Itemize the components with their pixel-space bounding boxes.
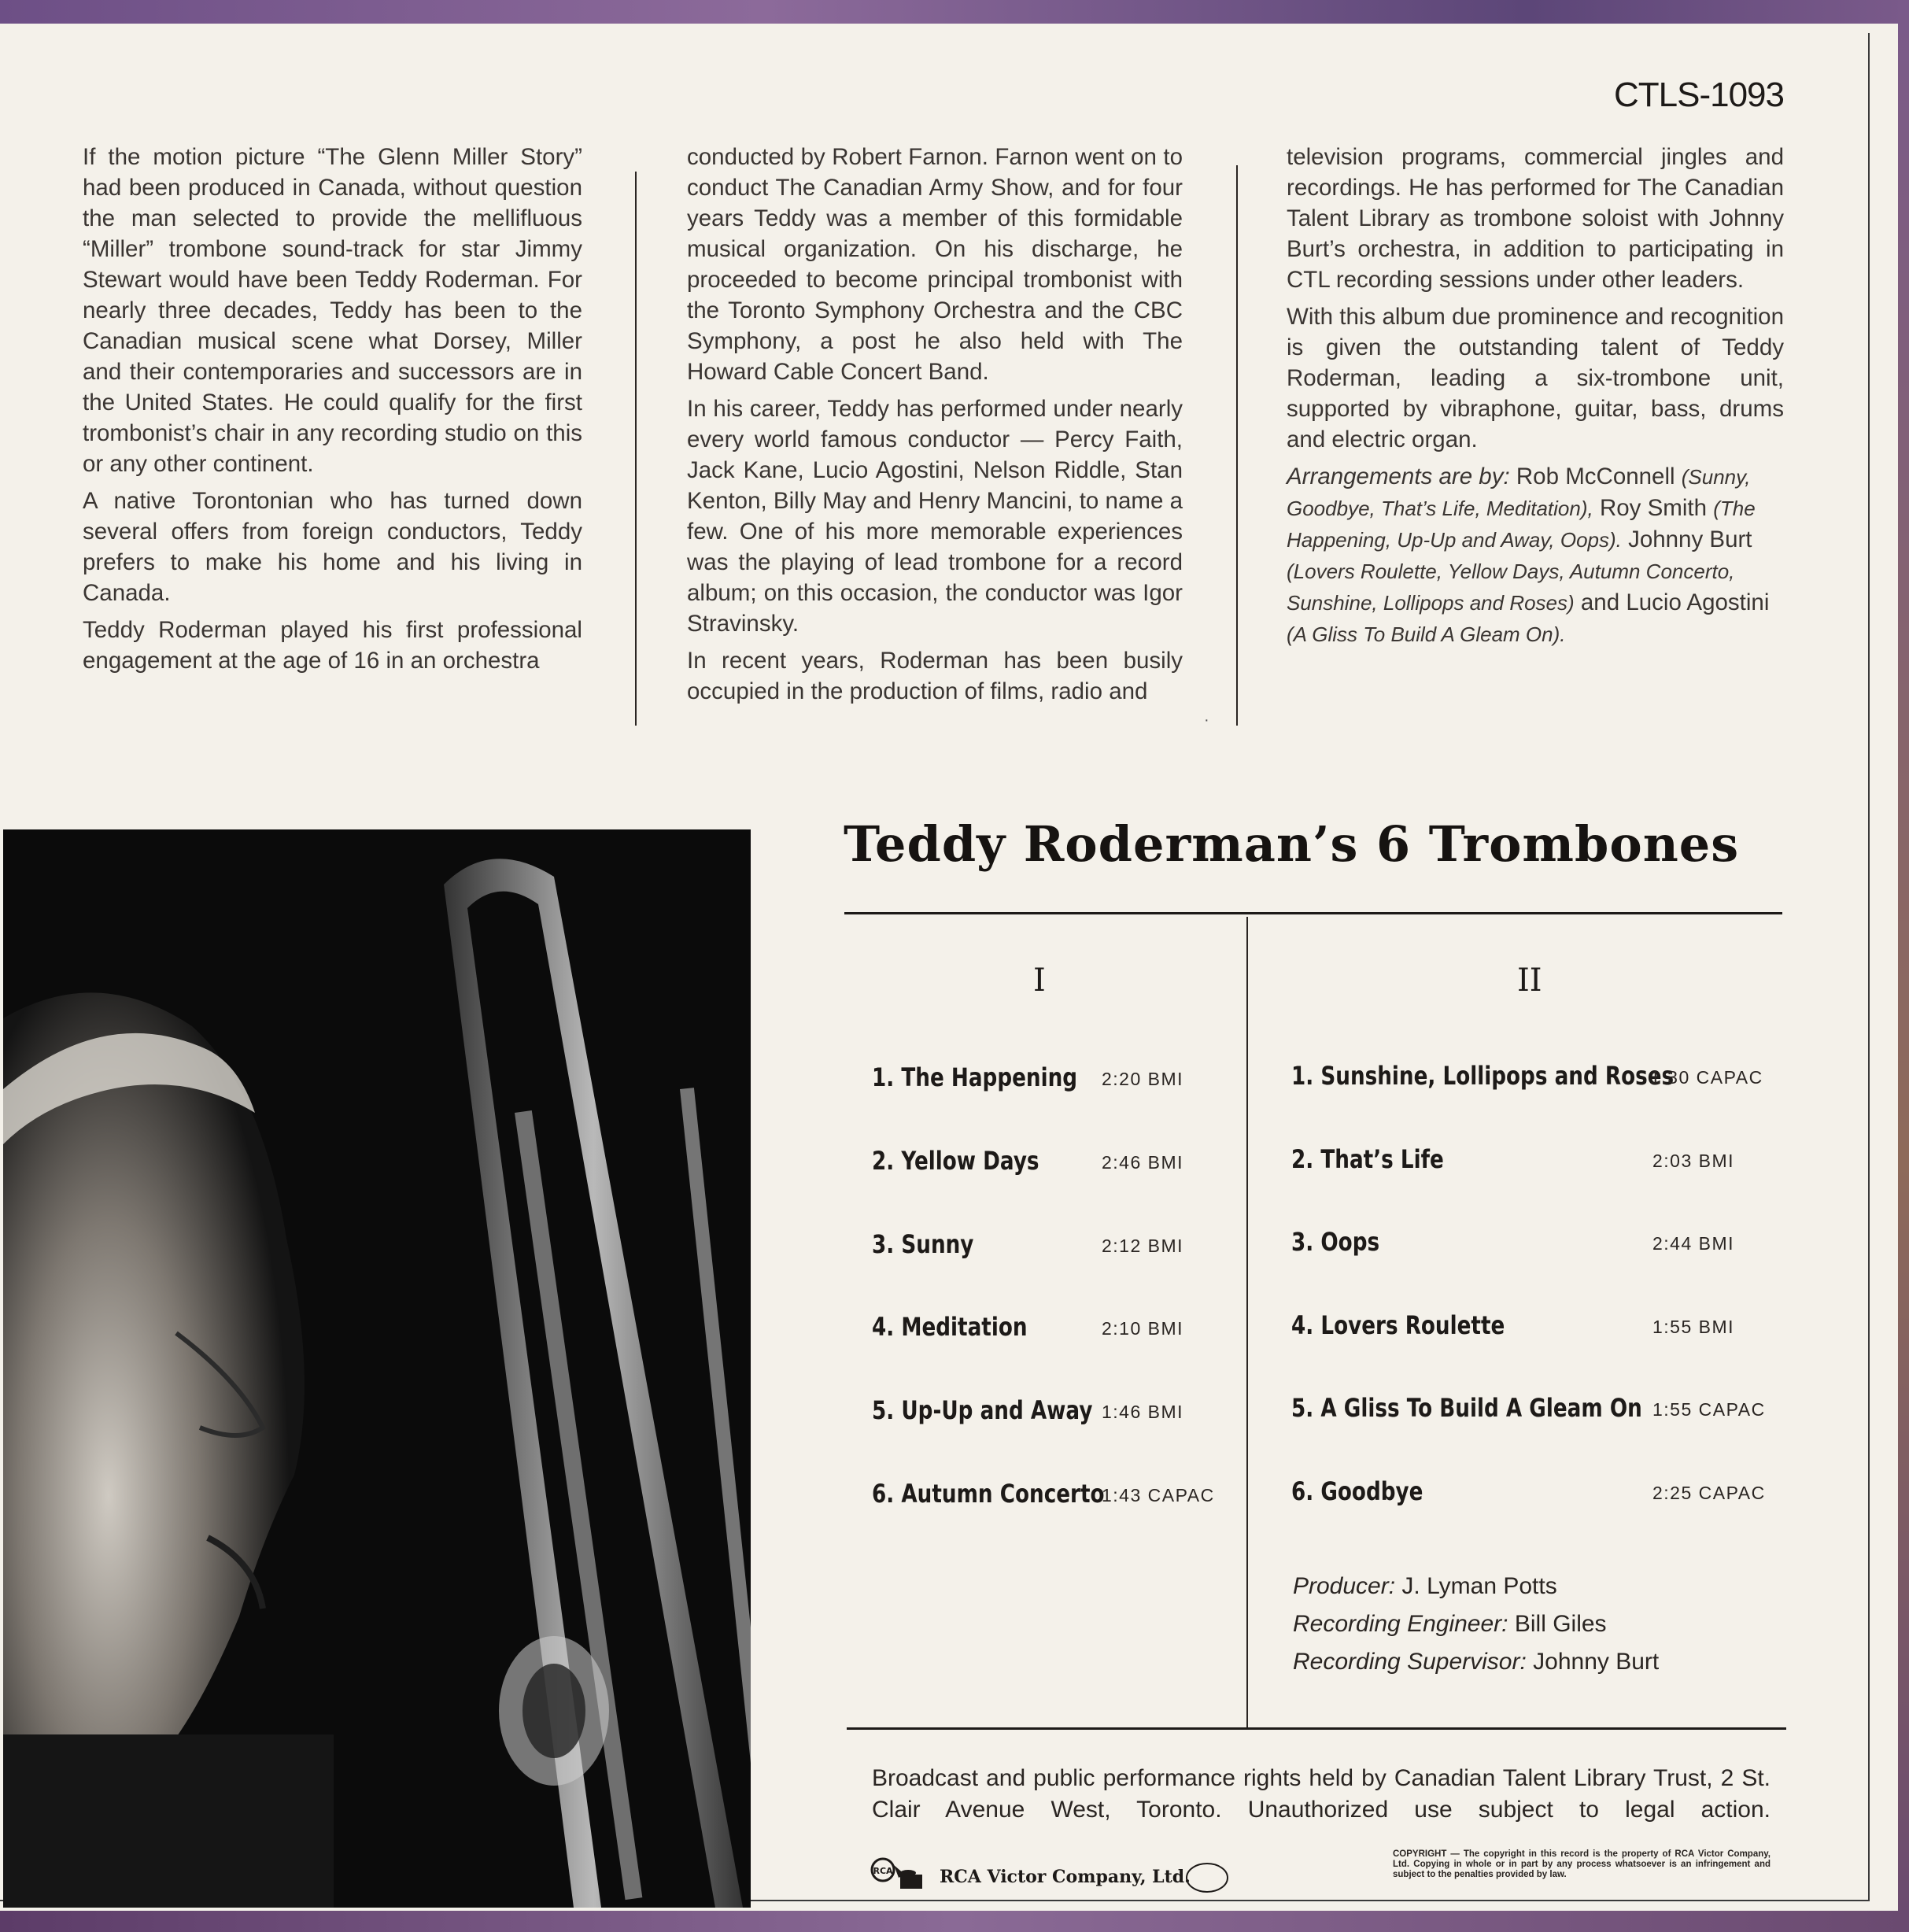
track-title: 6. Autumn Concerto — [872, 1479, 1105, 1509]
arranger: Rob McConnell — [1516, 464, 1675, 489]
side-one-label: I — [1033, 962, 1046, 999]
paragraph: television programs, commercial jingles and recordings. He has performed for The Canadian Talent Library as trombone soloist with Johnny Burt’s orchestra, in addition to participating in CTL recording sessions under other leaders. — [1287, 144, 1784, 293]
liner-notes-column-3 — [1287, 142, 1784, 656]
rca-company-name: RCA Victor Company, Ltd. — [940, 1867, 1191, 1887]
track-title: 1. The Happening — [872, 1062, 1078, 1092]
track-title: 4. Lovers Roulette — [1291, 1310, 1505, 1340]
arranger-songs: (A Gliss To Build A Gleam On). — [1287, 622, 1566, 646]
paragraph: With this album due prominence and recognition is given the outstanding talent of Teddy Roderman, leading a six-trombone unit, supported by vibraphone, guitar, bass, drums and electric organ. — [1287, 304, 1784, 453]
track-duration: 2:46 BMI — [1102, 1152, 1184, 1173]
track-title: 5. A Gliss To Build A Gleam On — [1291, 1393, 1642, 1423]
track-duration: 2:44 BMI — [1652, 1233, 1735, 1254]
track-duration: 1:55 BMI — [1652, 1317, 1735, 1337]
arranger-songs: (Lovers Roulette, Yellow Days, Autumn Concerto, Sunshine, Lollipops and Roses) — [1287, 560, 1735, 615]
supervisor-credit — [1293, 1643, 1659, 1681]
credit-name: J. Lyman Potts — [1401, 1573, 1557, 1599]
track-title: 1. Sunshine, Lollipops and Roses — [1291, 1061, 1675, 1091]
sleeve-edge-top — [0, 0, 1909, 25]
rca-victor-block — [870, 1857, 1232, 1901]
rca-logo-text: RCA — [873, 1866, 893, 1876]
arranger-songs: (Sunny, Goodbye, That’s Life, Meditation), — [1287, 465, 1751, 520]
track-title: 5. Up-Up and Away — [872, 1395, 1093, 1425]
sleeve-edge-bottom — [0, 1910, 1909, 1932]
paragraph: A native Torontonian who has turned down several offers from foreign conductors, Teddy prefers to make his home and his living in Canada. — [83, 488, 582, 606]
credit-label: Producer: — [1293, 1573, 1396, 1599]
side-divider — [1246, 917, 1248, 1727]
arranger-songs: (The Happening, Up-Up and Away, Oops). — [1287, 497, 1756, 552]
track-title: 2. That’s Life — [1291, 1144, 1444, 1174]
track-title: 2. Yellow Days — [872, 1146, 1039, 1176]
credit-name: Bill Giles — [1514, 1611, 1607, 1637]
track-duration: 2:03 BMI — [1652, 1151, 1735, 1171]
side-two-label: II — [1517, 962, 1542, 999]
production-credits — [1293, 1568, 1659, 1681]
title-rule — [844, 912, 1782, 914]
arrangements-label: Arrangements are by: — [1287, 464, 1510, 489]
rca-logo-icon — [870, 1857, 933, 1901]
credit-label: Recording Supervisor: — [1293, 1649, 1527, 1675]
conjunction: and — [1580, 589, 1620, 615]
credit-name: Johnny Burt — [1533, 1649, 1660, 1675]
arrangements-credits — [1287, 461, 1784, 650]
album-back-cover — [0, 24, 1898, 1911]
column-divider — [1236, 165, 1238, 726]
track-duration: 1:55 CAPAC — [1652, 1399, 1766, 1420]
track-duration: 1:46 BMI — [1102, 1402, 1184, 1422]
credit-label: Recording Engineer: — [1293, 1611, 1508, 1637]
paragraph: In recent years, Roderman has been busily occupied in the production of films, radio and — [687, 648, 1183, 704]
engineer-credit — [1293, 1605, 1659, 1643]
rights-notice: Broadcast and public performance rights held by Canadian Talent Library Trust, 2 St. Clair Avenue West, Toronto. Unauthorized use subject to legal action. — [872, 1765, 1771, 1823]
producer-credit — [1293, 1568, 1659, 1605]
paragraph: conducted by Robert Farnon. Farnon went on to conduct The Canadian Army Show, and for four years Teddy was a member of this formidable musical organization. On his discharge, he proceeded to become principal trombonist with the Toronto Symphony Orchestra and the CBC Symphony, a post he also held with The Howard Cable Concert Band. — [687, 144, 1183, 385]
footer-rule — [847, 1727, 1786, 1730]
copyright-notice: COPYRIGHT — The copyright in this record is the property of RCA Victor Company, Ltd. Copying in whole or in part by any process whatsoever is an infringement and subject to the penalties provided by law. — [1393, 1849, 1771, 1879]
track-duration: 1:43 CAPAC — [1102, 1485, 1215, 1505]
album-title: Teddy Roderman’s 6 Trombones — [844, 815, 1740, 873]
track-duration: 2:20 BMI — [1102, 1069, 1184, 1089]
catalog-number: CTLS-1093 — [1613, 76, 1784, 114]
arranger: Roy Smith — [1599, 495, 1708, 521]
track-title: 4. Meditation — [872, 1312, 1028, 1342]
column-divider — [635, 172, 637, 726]
track-duration: 2:12 BMI — [1102, 1236, 1184, 1256]
sleeve-edge-right — [1898, 0, 1909, 1932]
trombonist-photo — [3, 829, 751, 1908]
track-duration: 2:10 BMI — [1102, 1318, 1184, 1339]
arranger: Lucio Agostini — [1626, 589, 1770, 615]
paragraph: If the motion picture “The Glenn Miller Story” had been produced in Canada, without question the man selected to provide the mellifluous “Miller” trombone sound-track for star Jimmy Stewart would have been Teddy Roderman. For nearly three decades, Teddy has been to the Canadian musical scene what Dorsey, Miller and their contemporaries and successors are in the United States. He could qualify for the first trombonist’s chair in any recording studio on this or any other continent. — [83, 144, 582, 477]
track-title: 6. Goodbye — [1291, 1476, 1423, 1506]
printed-in-canada-seal-icon — [1183, 1860, 1231, 1895]
track-title: 3. Sunny — [872, 1229, 974, 1259]
paragraph: Teddy Roderman played his first professional engagement at the age of 16 in an orchestra — [83, 617, 582, 674]
arranger: Johnny Burt — [1628, 526, 1752, 552]
liner-notes-column-1 — [83, 142, 582, 682]
trombonist-illustration — [3, 829, 751, 1908]
liner-notes-column-2 — [687, 142, 1183, 713]
track-duration: 2:25 CAPAC — [1652, 1483, 1766, 1503]
track-title: 3. Oops — [1291, 1227, 1380, 1257]
decorative-dot: · — [1204, 711, 1209, 729]
paragraph: In his career, Teddy has performed under nearly every world famous conductor — Percy Faith, Jack Kane, Lucio Agostini, Nelson Riddle, Stan Kenton, Billy May and Henry Mancini, to name a few. One of his more memorable experiences was the playing of lead trombone for a record album; on this occasion, the conductor was Igor Stravinsky. — [687, 396, 1183, 637]
track-duration: 1:30 CAPAC — [1650, 1067, 1763, 1088]
